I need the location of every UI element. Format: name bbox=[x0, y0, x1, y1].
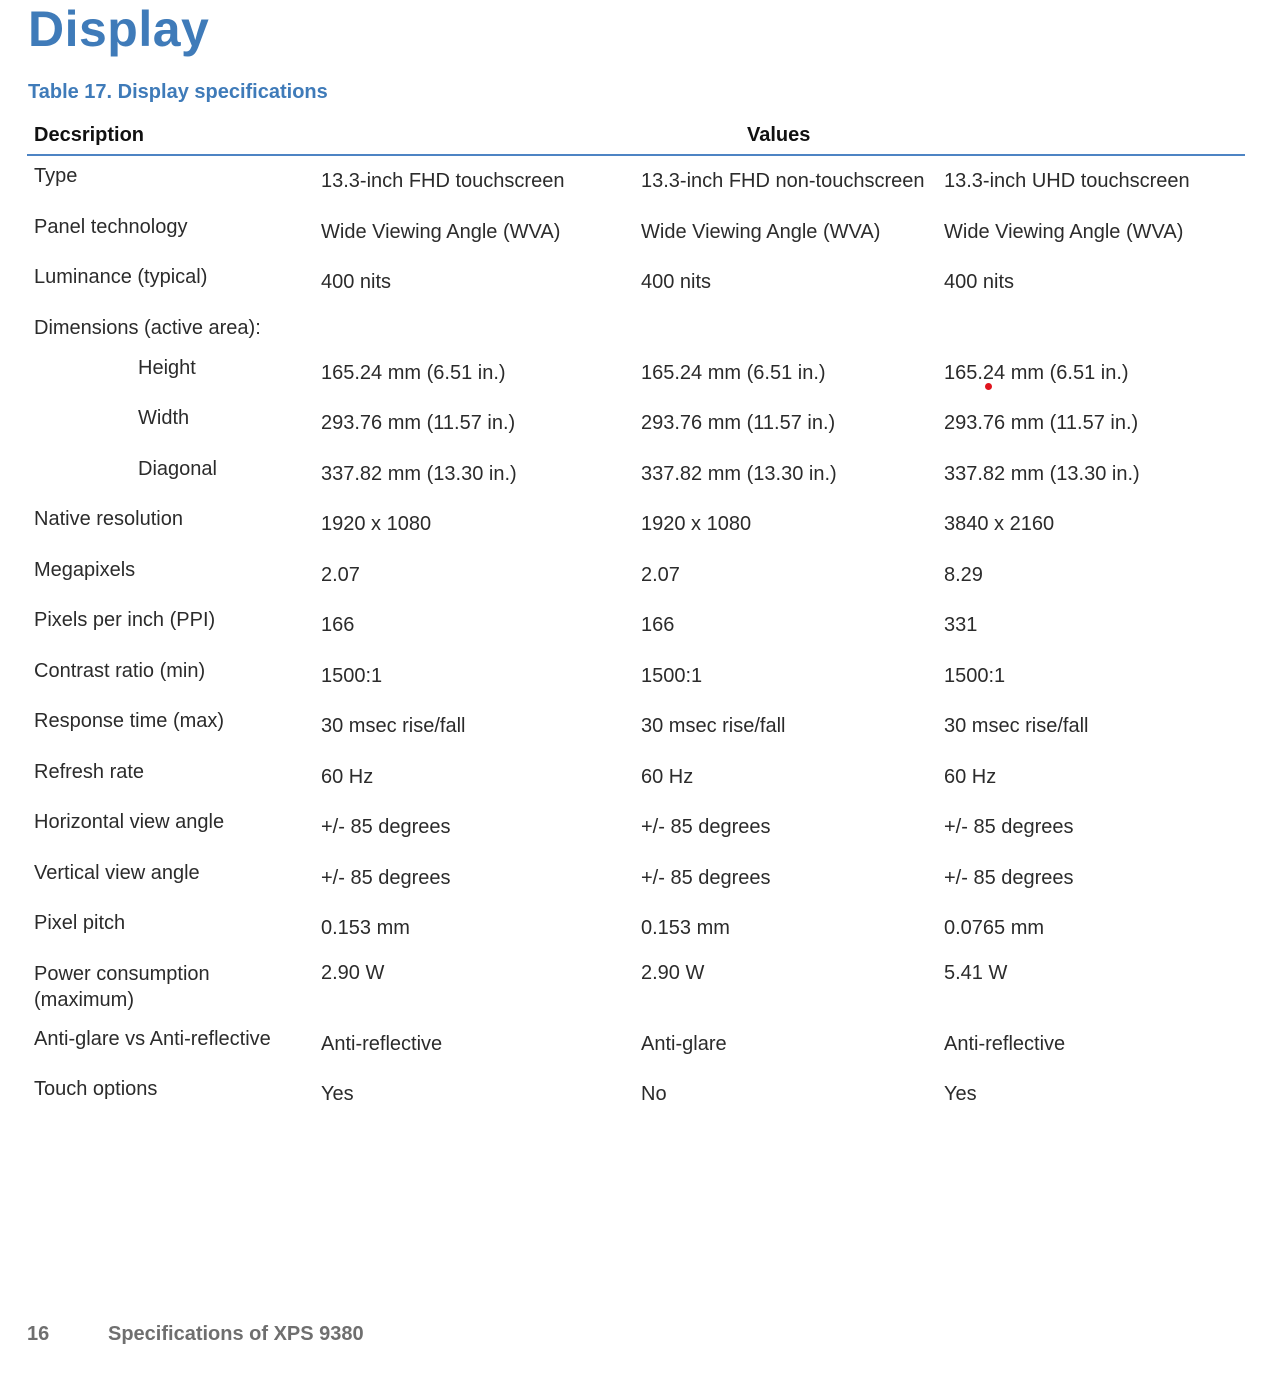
table-row bbox=[27, 398, 1245, 449]
table-row bbox=[27, 499, 1245, 550]
value-uhd-touch: 5.41 W bbox=[944, 961, 1008, 984]
value-fhd-non-touch: 30 msec rise/fall bbox=[641, 715, 786, 737]
row-label: Vertical view angle bbox=[34, 861, 200, 884]
table-caption: Table 17. Display specifications bbox=[28, 81, 328, 103]
value-fhd-touch: Anti-reflective bbox=[321, 1032, 443, 1055]
row-label: Touch options bbox=[34, 1078, 158, 1100]
value-fhd-non-touch: 165.24 mm (6.51 in.) bbox=[641, 361, 826, 384]
row-label: Dimensions (active area): bbox=[34, 316, 261, 339]
row-label: Luminance (typical) bbox=[34, 266, 208, 288]
table-row bbox=[27, 802, 1245, 853]
row-label: Diagonal bbox=[138, 457, 217, 480]
row-label: Width bbox=[138, 407, 190, 429]
value-uhd-touch: 331 bbox=[944, 614, 978, 636]
table-row bbox=[27, 1069, 1245, 1120]
row-label: Height bbox=[138, 356, 196, 379]
value-fhd-touch: 60 Hz bbox=[321, 765, 374, 788]
value-fhd-touch: 1500:1 bbox=[321, 664, 383, 687]
value-fhd-touch: Yes bbox=[321, 1083, 354, 1105]
value-fhd-non-touch: 60 Hz bbox=[641, 765, 694, 788]
row-label: Pixel pitch bbox=[34, 912, 126, 934]
value-fhd-non-touch: Anti-glare bbox=[641, 1032, 727, 1055]
value-uhd-touch: 400 nits bbox=[944, 271, 1015, 293]
value-fhd-non-touch: 13.3-inch FHD non-touchscreen bbox=[641, 170, 925, 192]
value-fhd-non-touch: 337.82 mm (13.30 in.) bbox=[641, 462, 837, 485]
value-fhd-touch: 337.82 mm (13.30 in.) bbox=[321, 462, 517, 485]
value-fhd-non-touch: 0.153 mm bbox=[641, 917, 730, 939]
value-fhd-touch: 2.90 W bbox=[321, 961, 385, 984]
value-fhd-non-touch: 2.07 bbox=[641, 563, 680, 586]
footer-page-number: 16 bbox=[27, 1323, 50, 1345]
table-row bbox=[27, 1019, 1245, 1070]
annotation-dot-marker bbox=[985, 383, 992, 390]
value-fhd-touch: 293.76 mm (11.57 in.) bbox=[321, 412, 516, 434]
table-header-row bbox=[27, 118, 1245, 156]
value-fhd-touch: 1920 x 1080 bbox=[321, 513, 432, 535]
value-fhd-touch: 166 bbox=[321, 614, 355, 636]
table-row bbox=[27, 449, 1245, 500]
value-fhd-non-touch: 166 bbox=[641, 614, 675, 636]
value-uhd-touch: +/- 85 degrees bbox=[944, 816, 1074, 838]
value-fhd-non-touch: 1500:1 bbox=[641, 664, 703, 687]
value-uhd-touch: 1500:1 bbox=[944, 664, 1006, 687]
value-fhd-non-touch: +/- 85 degrees bbox=[641, 866, 771, 889]
header-description: Decsription bbox=[34, 124, 145, 146]
value-fhd-non-touch: 400 nits bbox=[641, 271, 712, 293]
row-label: Power consumption (maximum) bbox=[34, 962, 210, 1011]
value-uhd-touch: 293.76 mm (11.57 in.) bbox=[944, 412, 1139, 434]
row-label: Panel technology bbox=[34, 215, 188, 238]
header-values: Values bbox=[747, 124, 811, 146]
table-row bbox=[27, 853, 1245, 904]
table-row bbox=[27, 701, 1245, 752]
row-label: Native resolution bbox=[34, 508, 183, 530]
table-row bbox=[27, 903, 1245, 954]
value-uhd-touch: 30 msec rise/fall bbox=[944, 715, 1089, 737]
value-fhd-touch: 13.3-inch FHD touchscreen bbox=[321, 170, 565, 192]
table-row bbox=[27, 550, 1245, 601]
value-fhd-touch: 30 msec rise/fall bbox=[321, 715, 466, 737]
table-row bbox=[27, 207, 1245, 258]
value-fhd-non-touch: +/- 85 degrees bbox=[641, 816, 771, 838]
value-fhd-touch: 165.24 mm (6.51 in.) bbox=[321, 361, 506, 384]
display-specifications-table bbox=[27, 118, 1245, 1120]
value-uhd-touch: 165.24 mm (6.51 in.) bbox=[944, 361, 1129, 384]
value-fhd-non-touch: 1920 x 1080 bbox=[641, 513, 752, 535]
table-row bbox=[27, 156, 1245, 207]
value-uhd-touch: Wide Viewing Angle (WVA) bbox=[944, 220, 1184, 243]
value-uhd-touch: Anti-reflective bbox=[944, 1032, 1066, 1055]
row-label: Anti-glare vs Anti-reflective bbox=[34, 1027, 271, 1050]
value-uhd-touch: +/- 85 degrees bbox=[944, 866, 1074, 889]
table-row bbox=[27, 651, 1245, 702]
value-fhd-touch: 0.153 mm bbox=[321, 917, 410, 939]
value-uhd-touch: Yes bbox=[944, 1083, 977, 1105]
value-uhd-touch: 8.29 bbox=[944, 563, 983, 586]
table-row bbox=[27, 600, 1245, 651]
row-label: Megapixels bbox=[34, 558, 136, 581]
row-label: Pixels per inch (PPI) bbox=[34, 609, 216, 631]
table-row bbox=[27, 954, 1245, 1019]
row-label: Type bbox=[34, 165, 78, 187]
value-fhd-touch: +/- 85 degrees bbox=[321, 816, 451, 838]
row-label: Horizontal view angle bbox=[34, 811, 225, 833]
value-fhd-touch: Wide Viewing Angle (WVA) bbox=[321, 220, 561, 243]
row-label: Refresh rate bbox=[34, 760, 145, 783]
value-fhd-touch: 2.07 bbox=[321, 563, 360, 586]
value-fhd-touch: 400 nits bbox=[321, 271, 392, 293]
value-fhd-non-touch: Wide Viewing Angle (WVA) bbox=[641, 220, 881, 243]
page-title: Display bbox=[28, 1, 210, 57]
table-row bbox=[27, 308, 1245, 348]
row-label: Response time (max) bbox=[34, 710, 225, 732]
value-uhd-touch: 337.82 mm (13.30 in.) bbox=[944, 462, 1140, 485]
table-row bbox=[27, 348, 1245, 399]
value-fhd-non-touch: 2.90 W bbox=[641, 961, 705, 984]
value-fhd-non-touch: 293.76 mm (11.57 in.) bbox=[641, 412, 836, 434]
value-uhd-touch: 0.0765 mm bbox=[944, 917, 1045, 939]
value-fhd-non-touch: No bbox=[641, 1083, 667, 1105]
footer-section-title: Specifications of XPS 9380 bbox=[108, 1323, 364, 1345]
value-fhd-touch: +/- 85 degrees bbox=[321, 866, 451, 889]
value-uhd-touch: 13.3-inch UHD touchscreen bbox=[944, 170, 1190, 192]
table-row bbox=[27, 752, 1245, 803]
value-uhd-touch: 3840 x 2160 bbox=[944, 513, 1055, 535]
table-row bbox=[27, 257, 1245, 308]
row-label: Contrast ratio (min) bbox=[34, 659, 206, 682]
value-uhd-touch: 60 Hz bbox=[944, 765, 997, 788]
